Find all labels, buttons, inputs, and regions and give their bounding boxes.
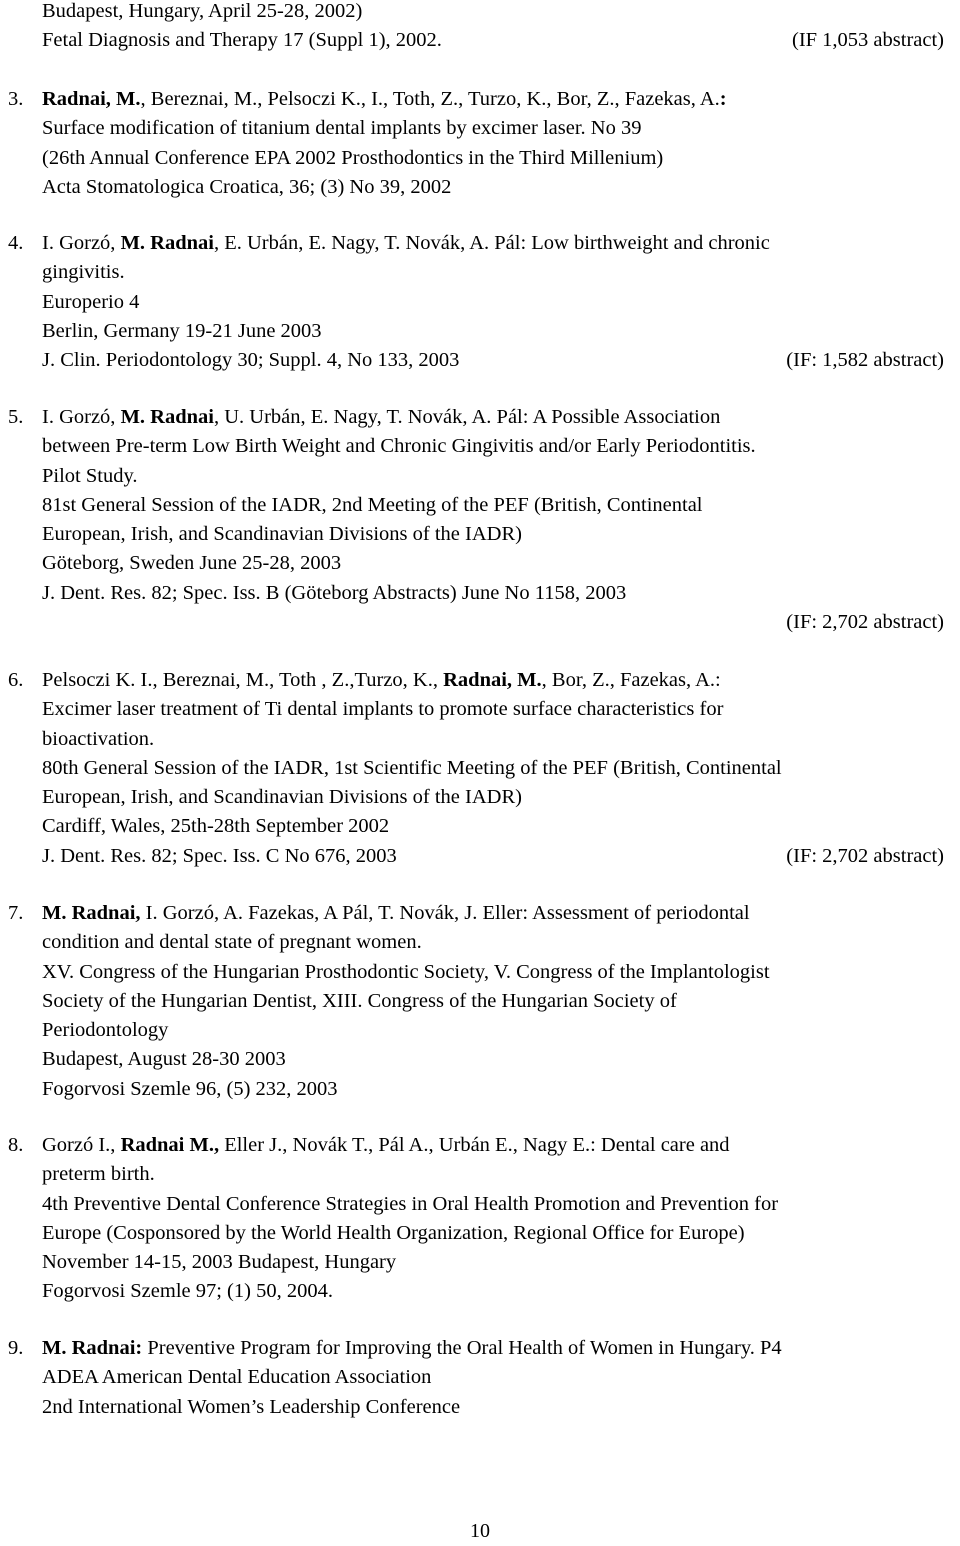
- journal-line: [42, 842, 944, 871]
- venue-line: Budapest, August 28-30 2003: [42, 1048, 286, 1071]
- entry-number: 8.: [8, 1134, 24, 1156]
- venue-line: Cardiff, Wales, 25th-28th September 2002: [42, 815, 390, 838]
- highlighted-author: Radnai M.,: [120, 1134, 220, 1156]
- entry-number: 9.: [8, 1337, 24, 1359]
- conference-line: European, Irish, and Scandinavian Divisions of the IADR): [42, 786, 522, 809]
- conference-line: 2nd International Women’s Leadership Conference: [42, 1395, 461, 1418]
- entry-number: 5.: [8, 406, 24, 428]
- venue-line: Göteborg, Sweden June 25-28, 2003: [42, 552, 342, 575]
- entry-body: [42, 1131, 952, 1307]
- journal-citation: Fetal Diagnosis and Therapy 17 (Suppl 1), 2002.: [42, 29, 442, 52]
- highlighted-author: M. Radnai: [120, 232, 214, 254]
- conference-line: Europerio 4: [42, 290, 140, 313]
- journal-line: [42, 346, 944, 375]
- highlighted-author: M. Radnai,: [42, 902, 141, 924]
- title-line: Surface modification of titanium dental implants by excimer laser. No 39: [42, 117, 642, 140]
- authors-line: [42, 229, 952, 258]
- highlighted-author: Radnai, M.: [443, 669, 542, 691]
- conference-line: Society of the Hungarian Dentist, XIII. Congress of the Hungarian Society of: [42, 989, 677, 1012]
- impact-factor-line: [42, 608, 944, 637]
- title-line: bioactivation.: [42, 727, 155, 750]
- entry-body: [42, 85, 952, 202]
- conference-line: 80th General Session of the IADR, 1st Scientific Meeting of the PEF (British, Continental: [42, 756, 782, 779]
- conference-line: (26th Annual Conference EPA 2002 Prosthodontics in the Third Millenium): [42, 146, 664, 169]
- journal-citation: J. Clin. Periodontology 30; Suppl. 4, No 133, 2003: [42, 349, 460, 372]
- authors-line: [42, 403, 952, 432]
- title-line: Pilot Study.: [42, 464, 138, 487]
- authors-line: [42, 899, 952, 928]
- conference-line: XV. Congress of the Hungarian Prosthodontic Society, V. Congress of the Implantologist: [42, 960, 770, 983]
- page-number: 10: [470, 1520, 490, 1542]
- entry-body: [42, 403, 952, 637]
- entry-number: 6.: [8, 669, 24, 691]
- co-authors-and-title: , E. Urbán, E. Nagy, T. Novák, A. Pál: Low birthweight and chronic: [213, 232, 770, 254]
- venue-line: Budapest, Hungary, April 25-28, 2002): [42, 0, 363, 22]
- journal-line: Fogorvosi Szemle 97; (1) 50, 2004.: [42, 1280, 333, 1303]
- entry-body: [42, 229, 952, 375]
- conference-line: European, Irish, and Scandinavian Divisions of the IADR): [42, 523, 522, 546]
- highlighted-author: M. Radnai:: [42, 1337, 143, 1359]
- entry-number: 7.: [8, 902, 24, 924]
- impact-factor: (IF 1,053 abstract): [792, 29, 944, 52]
- authors-colon: :: [719, 88, 727, 110]
- venue-line: November 14-15, 2003 Budapest, Hungary: [42, 1251, 397, 1274]
- author-prefix: Gorzó I.,: [42, 1134, 121, 1156]
- co-authors-and-title: , U. Urbán, E. Nagy, T. Novák, A. Pál: A Possible Association: [213, 406, 721, 428]
- entry-body: [42, 899, 952, 1104]
- co-authors-and-title: Eller J., Novák T., Pál A., Urbán E., Nagy E.: Dental care and: [219, 1134, 730, 1156]
- title-line: Excimer laser treatment of Ti dental implants to promote surface characteristics for: [42, 698, 724, 721]
- title-line: preterm birth.: [42, 1163, 155, 1186]
- entry-body: [42, 666, 952, 871]
- journal-citation: J. Dent. Res. 82; Spec. Iss. C No 676, 2003: [42, 844, 397, 867]
- title-line: between Pre-term Low Birth Weight and Chronic Gingivitis and/or Early Periodontitis.: [42, 435, 756, 458]
- author-prefix: I. Gorzó,: [42, 406, 121, 428]
- co-authors-and-title: I. Gorzó, A. Fazekas, A Pál, T. Novák, J. Eller: Assessment of periodontal: [140, 902, 750, 924]
- journal-line: Acta Stomatologica Croatica, 36; (3) No 39, 2002: [42, 175, 452, 198]
- authors-line: [42, 1131, 952, 1160]
- entry-number: 4.: [8, 232, 24, 254]
- entry-body: [42, 1334, 952, 1422]
- conference-line: Periodontology: [42, 1019, 169, 1042]
- highlighted-author: Radnai, M.: [42, 88, 141, 110]
- conference-line: 81st General Session of the IADR, 2nd Meeting of the PEF (British, Continental: [42, 493, 703, 516]
- entry-number: 3.: [8, 88, 24, 110]
- authors-line: [42, 666, 952, 695]
- highlighted-author: M. Radnai: [120, 406, 214, 428]
- previous-entry-continuation: [42, 0, 947, 56]
- authors-line: [42, 85, 952, 114]
- journal-line: [42, 26, 944, 55]
- co-authors: Pelsoczi K. I., Bereznai, M., Toth , Z.,Turzo, K.,: [42, 669, 444, 691]
- co-authors: , Bereznai, M., Pelsoczi K., I., Toth, Z., Turzo, K., Bor, Z., Fazekas, A.: [140, 88, 720, 110]
- title-text: Preventive Program for Improving the Oral Health of Women in Hungary. P4: [142, 1337, 782, 1359]
- organization-line: ADEA American Dental Education Association: [42, 1366, 432, 1389]
- journal-line: Fogorvosi Szemle 96, (5) 232, 2003: [42, 1077, 338, 1100]
- venue-line: Berlin, Germany 19-21 June 2003: [42, 319, 322, 342]
- title-line: gingivitis.: [42, 261, 125, 284]
- impact-factor: (IF: 2,702 abstract): [786, 844, 944, 867]
- author-prefix: I. Gorzó,: [42, 232, 121, 254]
- conference-line: Europe (Cosponsored by the World Health Organization, Regional Office for Europe): [42, 1221, 745, 1244]
- title-line: condition and dental state of pregnant women.: [42, 931, 422, 954]
- impact-factor: (IF: 1,582 abstract): [786, 349, 944, 372]
- conference-line: 4th Preventive Dental Conference Strategies in Oral Health Promotion and Prevention for: [42, 1192, 779, 1215]
- journal-line: J. Dent. Res. 82; Spec. Iss. B (Göteborg Abstracts) June No 1158, 2003: [42, 581, 627, 604]
- co-authors-tail: , Bor, Z., Fazekas, A.:: [541, 669, 721, 691]
- authors-line: [42, 1334, 952, 1363]
- impact-factor: (IF: 2,702 abstract): [786, 611, 944, 634]
